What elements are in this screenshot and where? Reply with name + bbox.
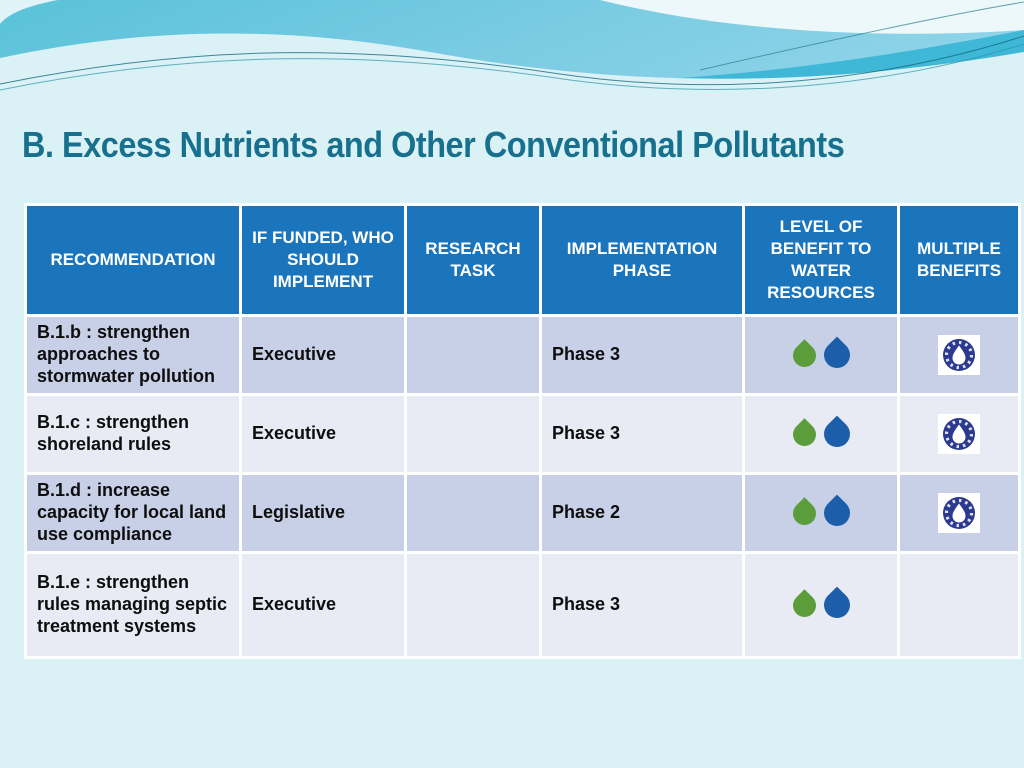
table-row — [27, 317, 1018, 393]
page-title: B. Excess Nutrients and Other Conventional Pollutants — [22, 124, 845, 165]
table-header-row — [27, 206, 1018, 314]
table-row — [27, 396, 1018, 472]
droplet-green-icon — [788, 589, 821, 622]
cell-benefit-level — [745, 475, 897, 551]
column-header-who-should-implement: IF FUNDED, WHO SHOULD IMPLEMENT — [242, 206, 404, 314]
cell-who-should-implement: Executive — [242, 554, 404, 656]
cell-research-task — [407, 475, 539, 551]
droplet-green-icon — [788, 418, 821, 451]
cell-recommendation: B.1.d : increase capacity for local land use compliance — [27, 475, 239, 551]
water-drop-medal-icon — [938, 335, 980, 375]
droplet-blue-icon — [818, 587, 855, 624]
water-drop-medal-icon — [938, 414, 980, 454]
column-header-benefit-level: LEVEL OF BENEFIT TO WATER RESOURCES — [745, 206, 897, 314]
column-header-multiple-benefits: MULTIPLE BENEFITS — [900, 206, 1018, 314]
cell-recommendation: B.1.b : strengthen approaches to stormwater pollution — [27, 317, 239, 393]
droplet-blue-icon — [818, 495, 855, 532]
cell-benefit-level — [745, 317, 897, 393]
cell-who-should-implement: Executive — [242, 396, 404, 472]
cell-implementation-phase: Phase 3 — [542, 317, 742, 393]
column-header-implementation-phase: IMPLEMENTATION PHASE — [542, 206, 742, 314]
wave-decoration — [0, 0, 1024, 100]
cell-research-task — [407, 554, 539, 656]
table-row — [27, 554, 1018, 656]
cell-implementation-phase: Phase 3 — [542, 396, 742, 472]
cell-research-task — [407, 396, 539, 472]
cell-multiple-benefits — [900, 317, 1018, 393]
cell-implementation-phase: Phase 2 — [542, 475, 742, 551]
water-drop-medal-icon — [938, 493, 980, 533]
table-row — [27, 475, 1018, 551]
recommendations-table — [24, 203, 1021, 659]
cell-who-should-implement: Legislative — [242, 475, 404, 551]
cell-multiple-benefits — [900, 475, 1018, 551]
cell-implementation-phase: Phase 3 — [542, 554, 742, 656]
cell-multiple-benefits — [900, 396, 1018, 472]
cell-benefit-level — [745, 396, 897, 472]
droplet-blue-icon — [818, 337, 855, 374]
droplet-green-icon — [788, 497, 821, 530]
cell-multiple-benefits — [900, 554, 1018, 656]
cell-research-task — [407, 317, 539, 393]
droplet-blue-icon — [818, 416, 855, 453]
cell-benefit-level — [745, 554, 897, 656]
droplet-green-icon — [788, 339, 821, 372]
cell-recommendation: B.1.e : strengthen rules managing septic treatment systems — [27, 554, 239, 656]
column-header-research-task: RESEARCH TASK — [407, 206, 539, 314]
cell-recommendation: B.1.c : strengthen shoreland rules — [27, 396, 239, 472]
column-header-recommendation: RECOMMENDATION — [27, 206, 239, 314]
cell-who-should-implement: Executive — [242, 317, 404, 393]
